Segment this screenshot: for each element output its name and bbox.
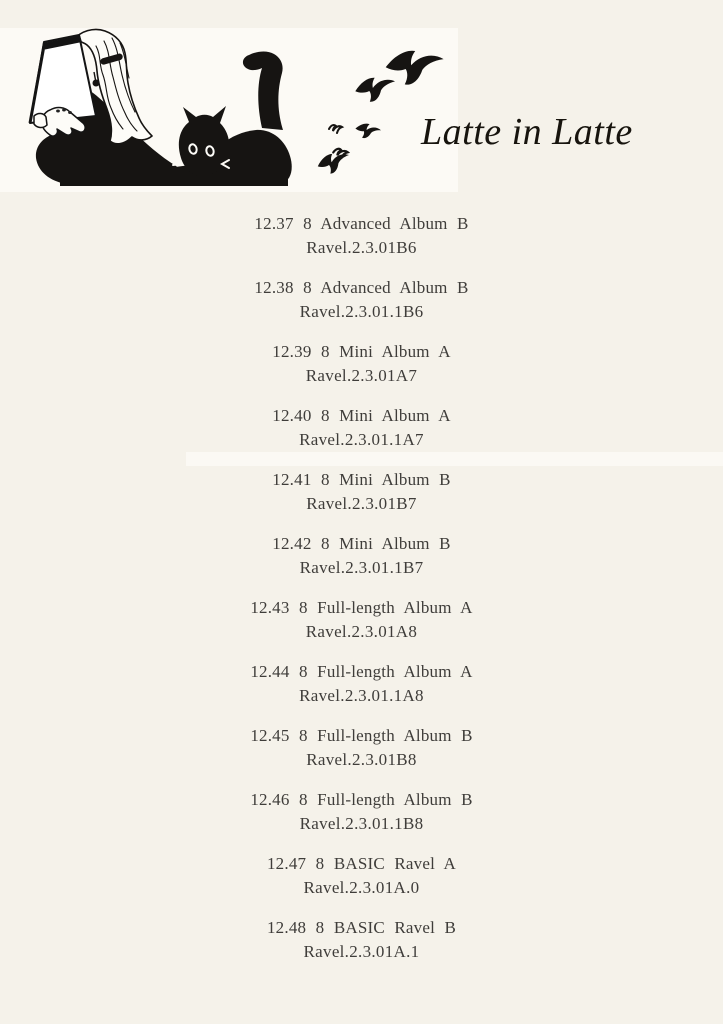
release-title: 12.45 8 Full-length Album B	[250, 726, 473, 745]
release-entry	[0, 340, 723, 388]
release-title: 12.38 8 Advanced Album B	[254, 278, 469, 297]
header-illustration	[0, 28, 458, 192]
release-list	[0, 212, 723, 980]
release-code: Ravel.2.3.01.1A7	[299, 430, 424, 449]
release-code: Ravel.2.3.01A.0	[303, 878, 420, 897]
release-entry	[0, 852, 723, 900]
page-title: Latte in Latte	[421, 111, 633, 153]
release-entry	[0, 724, 723, 772]
release-code: Ravel.2.3.01A7	[305, 366, 418, 385]
release-title: 12.43 8 Full-length Album A	[250, 598, 473, 617]
release-code: Ravel.2.3.01B6	[306, 238, 417, 257]
release-code: Ravel.2.3.01.1B7	[299, 558, 424, 577]
release-title: 12.48 8 BASIC Ravel B	[266, 918, 456, 937]
release-entry	[0, 532, 723, 580]
release-entry	[0, 596, 723, 644]
release-entry	[0, 788, 723, 836]
release-entry	[0, 276, 723, 324]
release-code: Ravel.2.3.01A.1	[303, 942, 420, 961]
release-code: Ravel.2.3.01B7	[306, 494, 417, 513]
release-title: 12.37 8 Advanced Album B	[254, 214, 469, 233]
header-illustration-panel	[0, 28, 458, 192]
release-title: 12.46 8 Full-length Album B	[250, 790, 473, 809]
release-title: 12.47 8 BASIC Ravel A	[266, 854, 456, 873]
release-code: Ravel.2.3.01A8	[305, 622, 418, 641]
release-code: Ravel.2.3.01.1B6	[299, 302, 424, 321]
release-entry	[0, 916, 723, 964]
release-entry	[0, 212, 723, 260]
release-title: 12.39 8 Mini Album A	[272, 342, 451, 361]
release-code: Ravel.2.3.01.1B8	[299, 814, 424, 833]
release-title: 12.44 8 Full-length Album A	[250, 662, 473, 681]
release-title: 12.42 8 Mini Album B	[272, 534, 451, 553]
release-entry	[0, 404, 723, 452]
release-entry	[0, 468, 723, 516]
release-title: 12.41 8 Mini Album B	[272, 470, 451, 489]
release-title: 12.40 8 Mini Album A	[272, 406, 451, 425]
release-entry	[0, 660, 723, 708]
release-code: Ravel.2.3.01.1A8	[299, 686, 424, 705]
release-code: Ravel.2.3.01B8	[306, 750, 417, 769]
